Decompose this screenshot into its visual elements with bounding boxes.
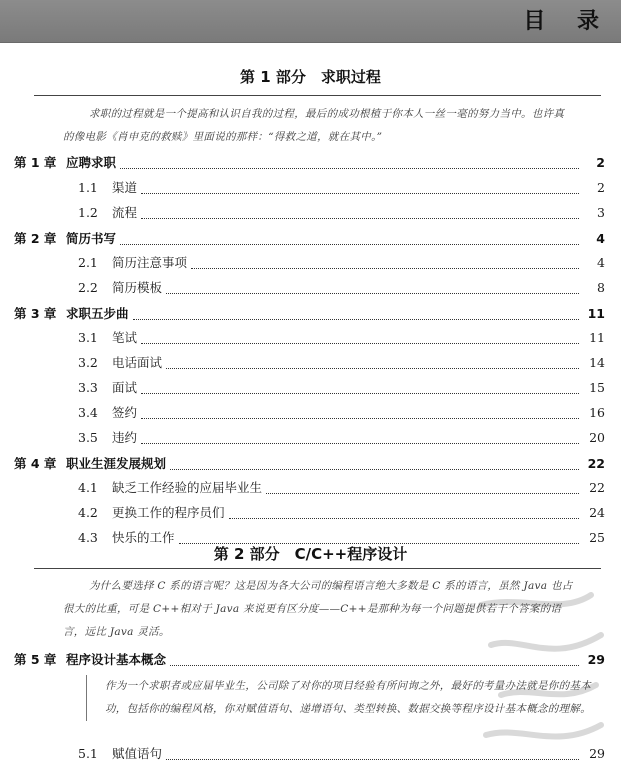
section-label xyxy=(78,746,162,762)
section-label xyxy=(78,205,137,221)
dot-leader xyxy=(141,417,579,419)
page-number: 25 xyxy=(589,530,605,545)
page-title: 目 录 xyxy=(523,9,611,34)
dot-leader xyxy=(141,342,579,344)
toc-section-3-4[interactable] xyxy=(0,399,621,421)
page-number: 8 xyxy=(597,280,605,295)
section-number: 1.1 xyxy=(78,180,98,195)
section-number: 4.1 xyxy=(78,480,98,495)
part-1-heading: 第 1 部分 求职过程 xyxy=(240,68,381,86)
part-2-rule xyxy=(34,568,601,569)
chapter-title: 应聘求职 xyxy=(66,155,117,170)
section-title: 缺乏工作经验的应届毕业生 xyxy=(112,480,263,495)
dot-leader xyxy=(266,492,579,494)
toc-section-4-1[interactable] xyxy=(0,474,621,496)
section-title: 电话面试 xyxy=(112,355,163,370)
section-label xyxy=(78,280,162,296)
toc-chapter-2[interactable] xyxy=(0,225,621,247)
section-number: 2.1 xyxy=(78,255,98,270)
dot-leader xyxy=(191,267,579,269)
page-number: 24 xyxy=(589,505,605,520)
section-number: 4.3 xyxy=(78,530,98,545)
part-1-rule xyxy=(34,95,601,96)
section-label xyxy=(78,380,137,396)
chapter-title: 求职五步曲 xyxy=(66,306,129,321)
section-number: 3.2 xyxy=(78,355,98,370)
chapter-label xyxy=(14,306,129,322)
page-number: 14 xyxy=(589,355,605,370)
toc-section-3-3[interactable] xyxy=(0,374,621,396)
chapter-number: 第 3 章 xyxy=(14,306,57,321)
section-number: 3.3 xyxy=(78,380,98,395)
page-number: 22 xyxy=(589,480,605,495)
dot-leader xyxy=(120,243,579,245)
section-number: 2.2 xyxy=(78,280,98,295)
dot-leader xyxy=(166,292,579,294)
part-1-intro-text: 求职的过程就是一个提高和认识自我的过程，最后的成功根植于你本人一丝一毫的努力当中。也许真的像电影《肖申克的救赎》里面说的那样：“得救之道，就在其中。” xyxy=(63,108,565,143)
dot-leader xyxy=(166,367,579,369)
section-title: 面试 xyxy=(112,380,138,395)
toc-section-1-1[interactable] xyxy=(0,174,621,196)
dot-leader xyxy=(229,517,579,519)
toc-section-2-2[interactable] xyxy=(0,274,621,296)
section-number: 4.2 xyxy=(78,505,98,520)
dot-leader xyxy=(120,167,579,169)
page-number: 11 xyxy=(587,306,605,321)
toc-section-4-2[interactable] xyxy=(0,499,621,521)
chapter-label xyxy=(14,456,166,472)
section-label xyxy=(78,355,162,371)
section-title: 流程 xyxy=(112,205,138,220)
section-title: 简历模板 xyxy=(112,280,163,295)
chapter-title: 程序设计基本概念 xyxy=(66,652,167,667)
page-number: 22 xyxy=(587,456,605,471)
chapter-label xyxy=(14,155,116,171)
toc-section-3-5[interactable] xyxy=(0,424,621,446)
chapter-number: 第 4 章 xyxy=(14,456,57,471)
toc-chapter-1[interactable] xyxy=(0,149,621,171)
toc-section-3-2[interactable] xyxy=(0,349,621,371)
section-label xyxy=(78,505,225,521)
toc-section-2-1[interactable] xyxy=(0,249,621,271)
chapter-5-description-text: 作为一个求职者或应届毕业生，公司除了对你的项目经验有所问询之外，最好的考量办法就是你的基本功，包括你的编程风格，你对赋值语句、递增语句、类型转换、数据交换等程序设计基本概念的理解。 xyxy=(105,680,591,715)
dot-leader xyxy=(141,392,579,394)
dot-leader xyxy=(133,318,579,320)
page-number: 4 xyxy=(596,231,605,246)
chapter-label xyxy=(14,231,116,247)
chapter-number: 第 2 章 xyxy=(14,231,57,246)
toc-section-3-1[interactable] xyxy=(0,324,621,346)
watermark-decoration xyxy=(461,575,611,765)
section-title: 签约 xyxy=(112,405,138,420)
chapter-label xyxy=(14,652,166,668)
dot-leader xyxy=(141,217,579,219)
page-number: 3 xyxy=(597,205,605,220)
part-2-intro-text: 为什么要选择 C 系的语言呢？这是因为各大公司的编程语言绝大多数是 C 系的语言，虽然 Java 也占很大的比重，可是 C++相对于 Java 来说更有区分度——C++是那种为每一个问题提供若干个答案的语言，远比 Java 灵活。 xyxy=(63,580,573,638)
section-number: 3.5 xyxy=(78,430,98,445)
toc-chapter-4[interactable] xyxy=(0,450,621,472)
section-label xyxy=(78,330,137,346)
dot-leader xyxy=(141,442,579,444)
page-number: 2 xyxy=(596,155,605,170)
section-number: 1.2 xyxy=(78,205,98,220)
page-number: 4 xyxy=(597,255,605,270)
page-number: 2 xyxy=(597,180,605,195)
section-title: 快乐的工作 xyxy=(112,530,175,545)
chapter-title: 职业生涯发展规划 xyxy=(66,456,167,471)
page-number: 11 xyxy=(589,330,605,345)
section-title: 赋值语句 xyxy=(112,746,163,761)
section-title: 更换工作的程序员们 xyxy=(112,505,225,520)
section-title: 渠道 xyxy=(112,180,138,195)
section-title: 违约 xyxy=(112,430,138,445)
page-number: 29 xyxy=(587,652,605,667)
section-label xyxy=(78,180,137,196)
part-2-heading: 第 2 部分 C/C++程序设计 xyxy=(213,545,408,563)
section-number: 3.1 xyxy=(78,330,98,345)
page-number: 15 xyxy=(589,380,605,395)
section-number: 3.4 xyxy=(78,405,98,420)
part-1-intro xyxy=(63,103,573,149)
section-label xyxy=(78,430,137,446)
section-label xyxy=(78,480,262,496)
page-number: 16 xyxy=(589,405,605,420)
section-title: 简历注意事项 xyxy=(112,255,188,270)
section-label xyxy=(78,255,187,271)
toc-chapter-3[interactable] xyxy=(0,300,621,322)
toc-section-1-2[interactable] xyxy=(0,199,621,221)
chapter-number: 第 1 章 xyxy=(14,155,57,170)
dot-leader xyxy=(141,192,579,194)
header-band xyxy=(0,0,621,43)
section-number: 5.1 xyxy=(78,746,98,761)
section-title: 笔试 xyxy=(112,330,138,345)
page-number: 20 xyxy=(589,430,605,445)
dot-leader xyxy=(170,468,579,470)
chapter-number: 第 5 章 xyxy=(14,652,57,667)
chapter-title: 简历书写 xyxy=(66,231,117,246)
section-label xyxy=(78,405,137,421)
page-number: 29 xyxy=(589,746,605,761)
